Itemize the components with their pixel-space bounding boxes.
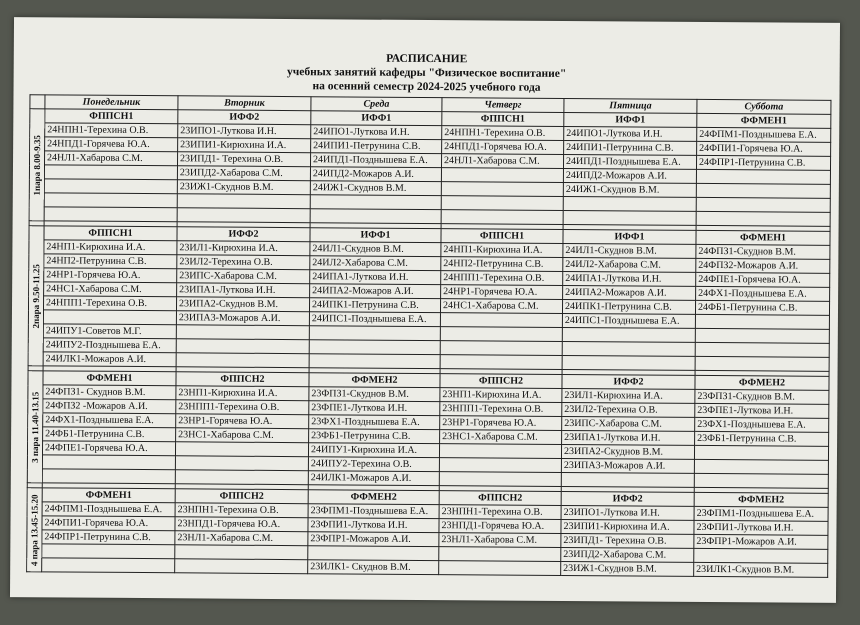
schedule-cell: 24ИПК1-Петрунина С.В. [309, 298, 440, 313]
schedule-cell [309, 354, 440, 369]
corner-cell [30, 95, 45, 109]
schedule-cell: 24НП2-Петрунина С.В. [441, 257, 563, 272]
schedule-cell [44, 165, 177, 180]
group-code: ФППСН1 [44, 226, 177, 241]
pair-label: 1пара 8.00-9.35 [31, 134, 43, 196]
schedule-cell: 24ИПК1-Петрунина С.В. [562, 299, 695, 314]
schedule-cell [563, 196, 696, 211]
schedule-cell: 23ФПЕ1-Луткова И.Н. [309, 401, 440, 416]
schedule-cell [695, 328, 829, 343]
schedule-cell [42, 469, 175, 484]
schedule-cell: 24НР1-Горячева Ю.А. [441, 285, 563, 300]
schedule-cell [175, 456, 308, 471]
schedule-cell [562, 355, 695, 370]
group-code: ИФФ2 [178, 110, 311, 125]
schedule-cell: 24ФПМ1-Позднышева Е.А. [697, 127, 831, 142]
schedule-cell [175, 470, 308, 485]
schedule-cell [694, 548, 828, 563]
schedule-cell [176, 325, 309, 340]
schedule-cell [695, 342, 829, 357]
schedule-cell: 24НП2-Петрунина С.В. [44, 254, 177, 269]
title-block [14, 49, 840, 97]
group-code: ФППСН1 [45, 109, 178, 124]
schedule-cell [563, 210, 696, 225]
group-code: ФФМЕН2 [308, 490, 439, 505]
schedule-cell: 23ФБ1-Петрунина С.В. [309, 429, 440, 444]
schedule-cell: 24НС1-Хабарова С.М. [44, 282, 177, 297]
schedule-cell: 24ИПА2-Можаров А.И. [563, 285, 696, 300]
schedule-cell: 23ИПА3-Можаров А.И. [561, 458, 694, 473]
schedule-cell: 24ИЛ2-Хабарова С.М. [310, 256, 441, 271]
schedule-cell [694, 459, 828, 474]
schedule-cell: 24ИПО1-Луткова И.Н. [564, 126, 697, 141]
schedule-cell: 24ИПД1-Позднышева Е.А. [563, 154, 696, 169]
schedule-cell: 24ИЛК1-Можаров А.И. [308, 471, 439, 486]
schedule-cell: 24ИПД2-Можаров А.И. [563, 168, 696, 183]
schedule-cell [44, 207, 177, 222]
schedule-cell [441, 168, 563, 183]
schedule-cell: 24ФПЗ1-Скуднов В.М. [696, 244, 830, 259]
schedule-cell: 24НП1-Кирюхина И.А. [44, 240, 177, 255]
schedule-cell [562, 327, 695, 342]
schedule-cell: 24НПП1-Терехина О.В. [43, 296, 176, 311]
schedule-cell: 24ИЛ1-Скуднов В.М. [563, 243, 696, 258]
schedule-cell: 24ИПИ1-Петрунина С.В. [564, 140, 697, 155]
schedule-cell [441, 182, 563, 197]
schedule-cell: 24ФПЗ2-Можаров А.И. [696, 258, 830, 273]
schedule-cell [176, 353, 309, 368]
schedule-cell: 23НП1-Кирюхина И.А. [440, 388, 562, 403]
schedule-cell: 24ИПА1-Луткова И.Н. [310, 270, 441, 285]
group-code: ФФМЕН2 [694, 492, 828, 507]
schedule-cell: 24ФХ1-Позднышева Е.А. [43, 413, 176, 428]
schedule-cell: 23ФХ1-Позднышева Е.А. [309, 415, 440, 430]
schedule-cell: 23ИПИ1-Кирюхина И.А. [178, 138, 311, 153]
schedule-cell: 24ФПР1-Петрунина С.В. [696, 155, 830, 170]
schedule-cell: 24НР1-Горячева Ю.А. [44, 268, 177, 283]
page-subtitle: учебных занятий кафедры "Физическое воспитание" [287, 66, 567, 80]
schedule-cell: 23ИПО1-Луткова И.Н. [178, 124, 311, 139]
schedule-cell: 23ИПА3-Можаров А.И. [176, 311, 309, 326]
schedule-cell: 23ИПД1- Терехина О.В. [178, 152, 311, 167]
schedule-cell: 24НС1-Хабарова С.М. [440, 299, 562, 314]
schedule-cell: 24ИПД1-Позднышева Е.А. [310, 153, 441, 168]
schedule-cell: 24ФБ1-Петрунина С.В. [695, 300, 829, 315]
schedule-cell: 24ИПА1-Луткова И.Н. [563, 271, 696, 286]
schedule-cell: 23ИЛ2-Терехина О.В. [177, 255, 310, 270]
group-code: ФФМЕН1 [696, 230, 830, 245]
schedule-cell: 24ФПИ1-Горячева Ю.А. [697, 141, 831, 156]
schedule-cell [43, 310, 176, 325]
schedule-cell: 23ИПС-Хабарова С.М. [562, 416, 695, 431]
schedule-cell [441, 196, 563, 211]
pair-label-cell [28, 226, 44, 366]
group-code: ИФФ1 [310, 228, 441, 243]
schedule-cell: 23НПД1-Горячева Ю.А. [175, 517, 308, 532]
schedule-cell [44, 193, 177, 208]
schedule-cell: 23ИЛК1-Скуднов В.М. [694, 562, 828, 577]
day-header: Четверг [442, 98, 564, 113]
schedule-cell: 23ФПР1-Можаров А.И. [308, 532, 439, 547]
group-code: ФППСН1 [441, 229, 563, 244]
schedule-cell: 24НПН1-Терехина О.В. [45, 123, 178, 138]
schedule-cell [562, 341, 695, 356]
group-code: ФФМЕН1 [697, 113, 831, 128]
schedule-cell: 23ИЖ1-Скуднов В.М. [177, 180, 310, 195]
schedule-cell: 24НПД1-Горячева Ю.А. [45, 137, 178, 152]
schedule-cell [42, 544, 175, 559]
schedule-cell: 24ФПЕ1-Горячева Ю.А. [42, 441, 175, 456]
schedule-cell: 23НПН1-Терехина О.В. [439, 505, 561, 520]
group-code: ФФМЕН1 [43, 371, 176, 386]
schedule-cell [695, 356, 829, 371]
schedule-cell: 23ИПД2-Хабарова С.М. [561, 547, 694, 562]
pair-label: 2пара 9.50-11.25 [30, 263, 42, 329]
schedule-cell [696, 169, 830, 184]
schedule-cell [696, 183, 830, 198]
schedule-cell: 23ФХ1-Позднышева Е.А. [695, 417, 829, 432]
schedule-cell: 24ИПС1-Позднышева Е.А. [562, 313, 695, 328]
pair-label-cell [27, 371, 43, 483]
schedule-cell [696, 211, 830, 226]
schedule-cell: 24ИЛК1-Можаров А.И. [43, 352, 176, 367]
schedule-cell: 24ИПО1-Луткова И.Н. [311, 125, 442, 140]
group-code: ФППСН2 [175, 489, 308, 504]
day-header: Пятница [564, 98, 697, 113]
schedule-cell: 23НПД1-Горячева Ю.А. [439, 519, 561, 534]
schedule-cell [175, 559, 308, 574]
schedule-sheet [10, 17, 840, 603]
schedule-cell: 24ФПР1-Петрунина С.В. [42, 530, 175, 545]
schedule-cell: 23ИПД2-Хабарова С.М. [177, 166, 310, 181]
schedule-cell: 24ФПИ1-Горячева Ю.А. [42, 516, 175, 531]
schedule-cell: 24ИПУ2-Терехина О.В. [308, 457, 439, 472]
schedule-cell: 23ФПР1-Можаров А.И. [694, 534, 828, 549]
schedule-cell: 24ИПД2-Можаров А.И. [310, 167, 441, 182]
schedule-cell [310, 195, 441, 210]
schedule-cell [440, 341, 562, 356]
group-code: ИФФ2 [562, 374, 695, 389]
schedule-cell: 23ИПД1- Терехина О.В. [561, 533, 694, 548]
page-title: РАСПИСАНИЕ [386, 52, 468, 66]
schedule-cell: 24ИПА2-Можаров А.И. [310, 284, 441, 299]
schedule-cell: 24ИЛ2-Хабарова С.М. [563, 257, 696, 272]
schedule-cell [439, 458, 561, 473]
schedule-cell [440, 313, 562, 328]
schedule-cell: 24НПН1-Терехина О.В. [442, 126, 564, 141]
schedule-cell [695, 314, 829, 329]
schedule-cell: 24НПД1-Горячева Ю.А. [442, 140, 564, 155]
schedule-cell: 23НС1-Хабарова С.М. [440, 430, 562, 445]
schedule-cell: 23НПП1-Терехина О.В. [176, 400, 309, 415]
schedule-cell: 23ФПЕ1-Луткова И.Н. [695, 403, 829, 418]
schedule-cell: 23ФБ1-Петрунина С.В. [695, 431, 829, 446]
schedule-cell: 23ИЛ1-Кирюхина И.А. [562, 388, 695, 403]
schedule-cell: 24ФХ1-Позднышева Е.А. [696, 286, 830, 301]
schedule-cell [176, 339, 309, 354]
schedule-cell: 24НЛ1-Хабарова С.М. [45, 151, 178, 166]
schedule-cell: 24ФПЗ2 -Можаров А.И. [43, 399, 176, 414]
schedule-cell [177, 208, 310, 223]
pair-label-cell [27, 488, 43, 572]
schedule-cell [439, 547, 561, 562]
schedule-cell: 24ФПМ1-Позднышева Е.А. [42, 502, 175, 517]
schedule-cell [439, 472, 561, 487]
schedule-cell: 24ИПИ1-Петрунина С.В. [311, 139, 442, 154]
schedule-cell: 23НР1-Горячева Ю.А. [176, 414, 309, 429]
schedule-cell: 23ИПА1-Луткова И.Н. [177, 283, 310, 298]
schedule-cell: 23НЛ1-Хабарова С.М. [175, 531, 308, 546]
group-code: ИФФ1 [563, 229, 696, 244]
schedule-cell [177, 194, 310, 209]
schedule-cell: 24ИЖ1-Скуднов В.М. [310, 181, 441, 196]
pair-label-cell [29, 109, 45, 221]
schedule-cell [440, 327, 562, 342]
schedule-cell: 23НС1-Хабарова С.М. [176, 428, 309, 443]
schedule-cell: 23ИПО1-Луткова И.Н. [561, 505, 694, 520]
day-header: Вторник [178, 96, 311, 111]
schedule-cell: 24ФПЗ1- Скуднов В.М. [43, 385, 176, 400]
schedule-cell: 23ФПЗ1-Скуднов В.М. [309, 387, 440, 402]
day-header: Суббота [697, 99, 831, 114]
group-code: ФППСН1 [442, 112, 564, 127]
schedule-cell: 24НПП1-Терехина О.В. [441, 271, 563, 286]
schedule-cell: 23НПН1-Терехина О.В. [175, 503, 308, 518]
group-code: ФФМЕН2 [695, 375, 829, 390]
schedule-cell: 24ИПУ2-Позднышева Е.А. [43, 338, 176, 353]
schedule-cell [439, 444, 561, 459]
schedule-cell [42, 455, 175, 470]
schedule-cell [439, 561, 561, 576]
group-code: ИФФ2 [561, 491, 694, 506]
schedule-table [26, 94, 831, 578]
schedule-cell: 23ФПИ1-Луткова И.Н. [308, 518, 439, 533]
schedule-cell [44, 179, 177, 194]
schedule-cell [42, 558, 175, 573]
schedule-cell: 23ИПС-Хабарова С.М. [177, 269, 310, 284]
schedule-cell: 23ИПА2-Скуднов В.М. [176, 297, 309, 312]
schedule-cell [310, 209, 441, 224]
schedule-cell: 24ФПЕ1-Горячева Ю.А. [696, 272, 830, 287]
schedule-cell: 24ИПУ1-Советов М.Г. [43, 324, 176, 339]
schedule-cell: 24НЛ1-Хабарова С.М. [441, 154, 563, 169]
schedule-cell: 23ИЛК1- Скуднов В.М. [308, 560, 439, 575]
schedule-cell: 23ИПИ1-Кирюхина И.А. [561, 519, 694, 534]
schedule-cell: 24ИЛ1-Скуднов В.М. [310, 242, 441, 257]
schedule-cell: 23НЛ1-Хабарова С.М. [439, 533, 561, 548]
schedule-cell: 23ИЖ1-Скуднов В.М. [561, 561, 694, 576]
day-header: Понедельник [45, 95, 178, 110]
schedule-cell: 23НР1-Горячева Ю.А. [440, 416, 562, 431]
schedule-cell: 24НП1-Кирюхина И.А. [441, 243, 563, 258]
schedule-cell: 23ИПА1-Луткова И.Н. [562, 430, 695, 445]
schedule-cell: 23НПП1-Терехина О.В. [440, 402, 562, 417]
group-code: ИФФ1 [564, 112, 697, 127]
schedule-cell: 24ИЖ1-Скуднов В.М. [563, 182, 696, 197]
group-code: ИФФ2 [177, 227, 310, 242]
group-code: ФППСН2 [176, 372, 309, 387]
schedule-cell [694, 473, 828, 488]
schedule-cell [696, 197, 830, 212]
group-code: ФППСН2 [439, 491, 561, 506]
schedule-cell [175, 442, 308, 457]
group-code: ФФМЕН1 [42, 488, 175, 503]
group-code: ФППСН2 [440, 374, 562, 389]
schedule-cell: 23ИПА2-Скуднов В.М. [561, 444, 694, 459]
schedule-cell: 23ФПМ1-Позднышева Е.А. [308, 504, 439, 519]
schedule-cell: 23ИЛ1-Кирюхина И.А. [177, 241, 310, 256]
schedule-cell: 23ФПЗ1-Скуднов В.М. [695, 389, 829, 404]
schedule-cell: 23ИЛ2-Терехина О.В. [562, 402, 695, 417]
group-code: ИФФ1 [311, 111, 442, 126]
schedule-body [27, 109, 831, 578]
schedule-cell: 24ИПУ1-Кирюхина И.А. [308, 443, 439, 458]
pair-label: 3 пара 11.40-13.15 [29, 391, 41, 463]
group-code: ФФМЕН2 [309, 373, 440, 388]
schedule-cell [309, 326, 440, 341]
semester-line: на осенний семестр 2024-2025 учебного года [312, 80, 541, 94]
schedule-cell [309, 340, 440, 355]
schedule-cell [175, 545, 308, 560]
schedule-cell [694, 445, 828, 460]
schedule-cell: 23ФПМ1-Позднышева Е.А. [694, 506, 828, 521]
schedule-cell [440, 355, 562, 370]
schedule-cell [561, 472, 694, 487]
pair-label: 4 пара 13.45-15.20 [29, 493, 40, 566]
schedule-cell: 24ИПС1-Позднышева Е.А. [309, 312, 440, 327]
day-header: Среда [311, 97, 442, 112]
schedule-cell: 23ФПИ1-Луткова И.Н. [694, 520, 828, 535]
schedule-cell: 23НП1-Кирюхина И.А. [176, 386, 309, 401]
schedule-cell: 24ФБ1-Петрунина С.В. [43, 427, 176, 442]
schedule-cell [308, 546, 439, 561]
schedule-cell [441, 210, 563, 225]
